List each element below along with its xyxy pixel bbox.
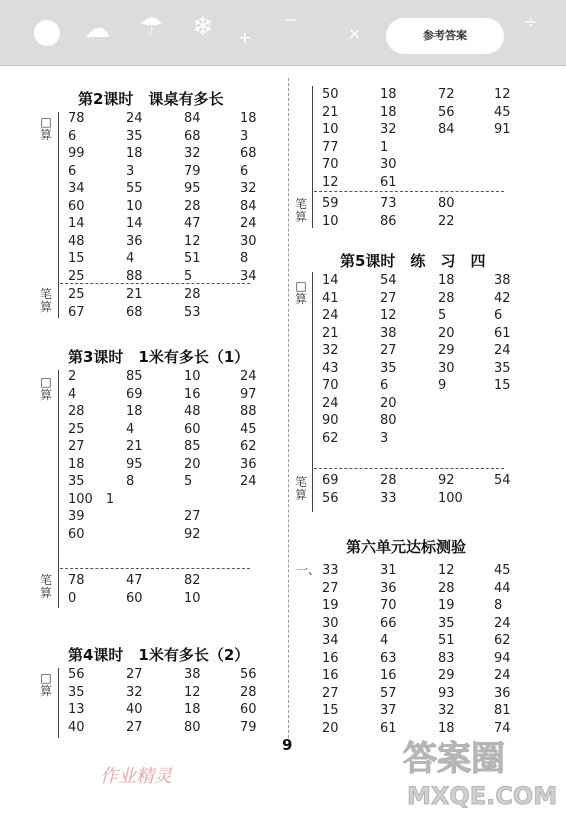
answer-cell: 28 — [240, 684, 257, 700]
answer-cell: 18 — [380, 87, 397, 102]
section-title-lesson5: 第5课时 练 习 四 — [340, 252, 486, 270]
answer-cell: 8 — [494, 598, 503, 613]
answer-cell: 70 — [322, 157, 339, 172]
bracket-line — [312, 272, 313, 512]
answer-cell: 6 — [380, 378, 389, 393]
answer-cell: 97 — [240, 386, 257, 402]
answer-cell: 56 — [438, 104, 455, 120]
answer-cell: 54 — [380, 273, 397, 288]
answer-cell: 61 — [380, 720, 397, 736]
section-title-lesson3: 第3课时 1米有多长（1） — [68, 348, 250, 366]
answer-cell: 68 — [240, 146, 257, 161]
answer-cell: 48 — [68, 233, 85, 249]
dashed-separator — [314, 468, 504, 469]
answer-cell: 6 — [68, 128, 77, 144]
answer-cell: 63 — [380, 650, 397, 666]
answer-cell: 45 — [240, 421, 257, 437]
answer-cell: 79 — [240, 719, 257, 735]
answer-cell: 16 — [380, 668, 397, 683]
answer-cell: 20 — [184, 456, 201, 472]
answer-cell: 69 — [322, 473, 339, 488]
answer-cell: 73 — [380, 196, 397, 211]
answer-cell: 20 — [438, 325, 455, 341]
answer-cell: 80 — [438, 196, 455, 211]
answer-cell: 62 — [494, 633, 511, 648]
answer-cell: 12 — [494, 87, 511, 102]
answer-cell: 60 — [184, 421, 201, 437]
answer-cell: 70 — [322, 378, 339, 393]
written-calc-label: 笔算 — [39, 573, 52, 600]
answer-cell: 29 — [438, 668, 455, 683]
answer-cell: 21 — [322, 104, 339, 120]
answer-cell: 3 — [126, 163, 135, 179]
answer-cell: 79 — [184, 163, 201, 179]
answer-key-badge: 参考答案 — [386, 18, 504, 54]
answer-cell: 42 — [494, 290, 511, 306]
answer-cell: 30 — [240, 233, 257, 249]
answer-cell: 53 — [184, 304, 201, 320]
answer-cell: 32 — [126, 684, 143, 700]
answer-cell: 51 — [184, 251, 201, 266]
answer-cell: 67 — [68, 304, 85, 320]
answer-cell: 25 — [68, 421, 85, 437]
answer-cell: 95 — [126, 456, 143, 472]
answer-cell: 80 — [184, 719, 201, 735]
bracket-line — [58, 370, 59, 608]
answer-cell: 38 — [494, 273, 511, 288]
answer-cell: 100 1 — [68, 491, 115, 507]
answer-cell: 60 — [68, 198, 85, 214]
answer-cell: 21 — [322, 325, 339, 341]
answer-cell: 32 — [322, 343, 339, 358]
answer-cell: 24 — [126, 111, 143, 126]
answer-cell: 69 — [126, 386, 143, 402]
answer-cell: 92 — [438, 473, 455, 488]
mental-calc-label: □算 — [39, 671, 52, 698]
answer-cell: 45 — [494, 563, 511, 578]
answer-cell: 32 — [184, 146, 201, 161]
divide-icon: ÷ — [524, 12, 538, 31]
written-calc-label: 笔算 — [294, 197, 307, 224]
answer-cell: 3 — [380, 430, 389, 446]
answer-cell: 4 — [126, 421, 135, 437]
answer-cell: 13 — [68, 702, 85, 717]
answer-cell: 15 — [322, 703, 339, 718]
answer-cell: 24 — [240, 369, 257, 384]
answer-cell: 30 — [322, 615, 339, 631]
dashed-separator — [314, 191, 504, 192]
answer-cell: 82 — [184, 573, 201, 588]
answer-cell: 94 — [494, 650, 511, 666]
answer-cell: 19 — [438, 598, 455, 613]
answer-cell: 61 — [494, 325, 511, 341]
answer-cell: 5 — [184, 268, 193, 284]
answer-cell: 85 — [126, 369, 143, 384]
answer-cell: 25 — [68, 268, 85, 284]
cloud-icon: ☁ — [84, 14, 110, 44]
answer-cell: 33 — [322, 563, 339, 578]
answer-cell: 18 — [438, 273, 455, 288]
answer-cell: 55 — [126, 181, 143, 196]
minus-icon: − — [284, 10, 298, 29]
answer-cell: 6 — [68, 163, 77, 179]
answer-cell: 54 — [494, 473, 511, 488]
dashed-separator — [60, 568, 250, 569]
answer-cell: 35 — [126, 128, 143, 144]
answer-cell: 8 — [126, 474, 135, 489]
question-one-label: 一、 — [296, 563, 321, 577]
answer-cell: 1 — [380, 139, 389, 155]
answer-cell: 2 — [68, 369, 77, 384]
answer-cell: 40 — [126, 702, 143, 717]
answer-cell: 50 — [322, 87, 339, 102]
answer-cell: 35 — [494, 360, 511, 376]
answer-cell: 92 — [184, 526, 201, 542]
mental-calc-label: □算 — [294, 279, 307, 306]
answer-cell: 85 — [184, 439, 201, 454]
answer-cell: 14 — [68, 216, 85, 231]
answer-cell: 24 — [494, 343, 511, 358]
answer-cell: 59 — [322, 196, 339, 211]
answer-cell: 16 — [322, 668, 339, 683]
answer-cell: 68 — [184, 128, 201, 144]
watermark-logo — [393, 730, 563, 814]
answer-cell: 27 — [380, 290, 397, 306]
answer-cell: 14 — [322, 273, 339, 288]
answer-cell: 32 — [438, 703, 455, 718]
answer-cell: 24 — [240, 216, 257, 231]
answer-cell: 91 — [494, 122, 511, 137]
answer-cell: 18 — [240, 111, 257, 126]
answer-cell: 24 — [240, 474, 257, 489]
answer-cell: 47 — [126, 573, 143, 588]
snowflake-icon: ❄ — [192, 12, 214, 42]
answer-cell: 12 — [184, 233, 201, 249]
answer-cell: 57 — [380, 685, 397, 701]
answer-cell: 35 — [68, 684, 85, 700]
answer-cell: 56 — [240, 667, 257, 682]
answer-cell: 28 — [184, 198, 201, 214]
answer-cell: 28 — [438, 580, 455, 596]
answer-cell: 5 — [184, 474, 193, 489]
answer-cell: 10 — [184, 590, 201, 606]
answer-cell: 18 — [380, 104, 397, 120]
answer-cell: 12 — [184, 684, 201, 700]
answer-cell: 45 — [494, 104, 511, 120]
answer-cell: 95 — [184, 181, 201, 196]
answer-cell: 35 — [438, 615, 455, 631]
answer-cell: 84 — [438, 122, 455, 137]
answer-cell: 3 — [240, 128, 249, 144]
answer-cell: 81 — [494, 703, 511, 718]
answer-cell: 68 — [126, 304, 143, 320]
written-calc-label: 笔算 — [294, 475, 307, 502]
written-calc-label: 笔算 — [39, 287, 52, 314]
answer-cell: 62 — [322, 430, 339, 446]
answer-cell: 84 — [240, 198, 257, 214]
answer-cell: 4 — [380, 633, 389, 648]
answer-cell: 19 — [322, 598, 339, 613]
answer-cell: 27 — [126, 667, 143, 682]
answer-cell: 18 — [184, 702, 201, 717]
answer-cell: 99 — [68, 146, 85, 161]
answer-cell: 16 — [322, 650, 339, 666]
answer-cell: 51 — [438, 633, 455, 648]
answer-cell: 84 — [184, 111, 201, 126]
answer-cell: 36 — [126, 233, 143, 249]
answer-cell: 6 — [494, 308, 503, 323]
bracket-line — [58, 112, 59, 318]
answer-cell: 29 — [438, 343, 455, 358]
answer-cell: 28 — [68, 404, 85, 419]
answer-cell: 70 — [380, 598, 397, 613]
answer-cell: 35 — [380, 360, 397, 376]
answer-cell: 10 — [322, 122, 339, 137]
answer-cell: 27 — [184, 509, 201, 524]
answer-cell: 31 — [380, 563, 397, 578]
answer-cell: 34 — [240, 268, 257, 284]
answer-cell: 36 — [494, 685, 511, 701]
answer-cell: 15 — [494, 378, 511, 393]
mental-calc-label: □算 — [39, 375, 52, 402]
answer-cell: 25 — [68, 287, 85, 302]
answer-cell: 21 — [126, 287, 143, 302]
answer-cell: 18 — [126, 146, 143, 161]
answer-cell: 20 — [380, 395, 397, 411]
answer-cell: 38 — [380, 325, 397, 341]
answer-cell: 43 — [322, 360, 339, 376]
answer-cell: 36 — [380, 580, 397, 596]
answer-cell: 36 — [240, 456, 257, 472]
answer-cell: 44 — [494, 580, 511, 596]
answer-cell: 5 — [438, 308, 447, 323]
answer-cell: 24 — [322, 395, 339, 411]
answer-cell: 9 — [438, 378, 447, 393]
answer-cell: 61 — [380, 174, 397, 190]
answer-cell: 48 — [184, 404, 201, 419]
answer-cell: 83 — [438, 650, 455, 666]
answer-cell: 34 — [322, 633, 339, 648]
answer-cell: 18 — [438, 720, 455, 736]
answer-cell: 39 — [68, 509, 85, 524]
answer-cell: 18 — [126, 404, 143, 419]
plus-icon: + — [238, 28, 252, 47]
sun-icon — [34, 20, 60, 46]
page-number: 9 — [282, 736, 293, 754]
answer-cell: 27 — [68, 439, 85, 454]
watermark-url: MXQE.COM — [407, 782, 558, 810]
answer-cell: 4 — [126, 251, 135, 266]
answer-cell: 35 — [68, 474, 85, 489]
answer-cell: 38 — [184, 667, 201, 682]
times-icon: × — [348, 24, 362, 43]
answer-cell: 15 — [68, 251, 85, 266]
answer-cell: 88 — [240, 404, 257, 419]
answer-cell: 100 — [438, 490, 463, 506]
answer-cell: 28 — [184, 287, 201, 302]
answer-cell: 74 — [494, 720, 511, 736]
answer-cell: 18 — [68, 456, 85, 472]
section-title-unit6-test: 第六单元达标测验 — [346, 538, 467, 556]
answer-cell: 60 — [126, 590, 143, 606]
answer-cell: 72 — [438, 87, 455, 102]
watermark-logo-text: 答案圈 — [403, 739, 505, 779]
answer-cell: 28 — [380, 473, 397, 488]
section-title-lesson2: 第2课时 课桌有多长 — [78, 90, 224, 108]
answer-cell: 90 — [322, 413, 339, 428]
answer-cell: 88 — [126, 268, 143, 284]
bracket-line — [58, 668, 59, 738]
answer-cell: 20 — [322, 720, 339, 736]
answer-cell: 62 — [240, 439, 257, 454]
answer-cell: 56 — [322, 490, 339, 506]
bracket-line — [312, 86, 313, 228]
answer-cell: 30 — [438, 360, 455, 376]
answer-cell: 47 — [184, 216, 201, 231]
answer-cell: 27 — [322, 580, 339, 596]
column-divider — [288, 78, 289, 738]
answer-cell: 12 — [380, 308, 397, 323]
answer-cell: 56 — [68, 667, 85, 682]
answer-cell: 33 — [380, 490, 397, 506]
answer-cell: 78 — [68, 573, 85, 588]
answer-cell: 34 — [68, 181, 85, 196]
answer-cell: 10 — [184, 369, 201, 384]
answer-cell: 40 — [68, 719, 85, 735]
answer-cell: 32 — [240, 181, 257, 196]
answer-cell: 37 — [380, 703, 397, 718]
answer-cell: 12 — [322, 174, 339, 190]
answer-cell: 22 — [438, 213, 455, 229]
answer-cell: 93 — [438, 685, 455, 701]
page-header — [0, 0, 566, 66]
answer-cell: 14 — [126, 216, 143, 231]
answer-cell: 4 — [68, 386, 77, 402]
answer-cell: 10 — [126, 198, 143, 214]
answer-cell: 27 — [380, 343, 397, 358]
answer-cell: 24 — [494, 615, 511, 631]
answer-cell: 8 — [240, 251, 249, 266]
answer-cell: 66 — [380, 615, 397, 631]
answer-cell: 27 — [126, 719, 143, 735]
answer-cell: 41 — [322, 290, 339, 306]
answer-cell: 24 — [494, 668, 511, 683]
answer-cell: 28 — [438, 290, 455, 306]
answer-cell: 6 — [240, 163, 249, 179]
mental-calc-label: □算 — [39, 115, 52, 142]
answer-cell: 60 — [240, 702, 257, 717]
rain-cloud-icon: ☂ — [140, 12, 164, 42]
answer-cell: 12 — [438, 563, 455, 578]
section-title-lesson4: 第4课时 1米有多长（2） — [68, 646, 250, 664]
answer-cell: 24 — [322, 308, 339, 323]
answer-cell: 78 — [68, 111, 85, 126]
answer-cell: 21 — [126, 439, 143, 454]
answer-cell: 86 — [380, 213, 397, 229]
answer-cell: 60 — [68, 526, 85, 542]
answer-cell: 27 — [322, 685, 339, 701]
answer-cell: 32 — [380, 122, 397, 137]
answer-cell: 0 — [68, 590, 77, 606]
answer-cell: 80 — [380, 413, 397, 428]
answer-cell: 30 — [380, 157, 397, 172]
answer-cell: 16 — [184, 386, 201, 402]
answer-cell: 10 — [322, 213, 339, 229]
dashed-separator — [60, 283, 250, 284]
answer-cell: 77 — [322, 139, 339, 155]
watermark-left: 作业精灵 — [100, 766, 172, 787]
